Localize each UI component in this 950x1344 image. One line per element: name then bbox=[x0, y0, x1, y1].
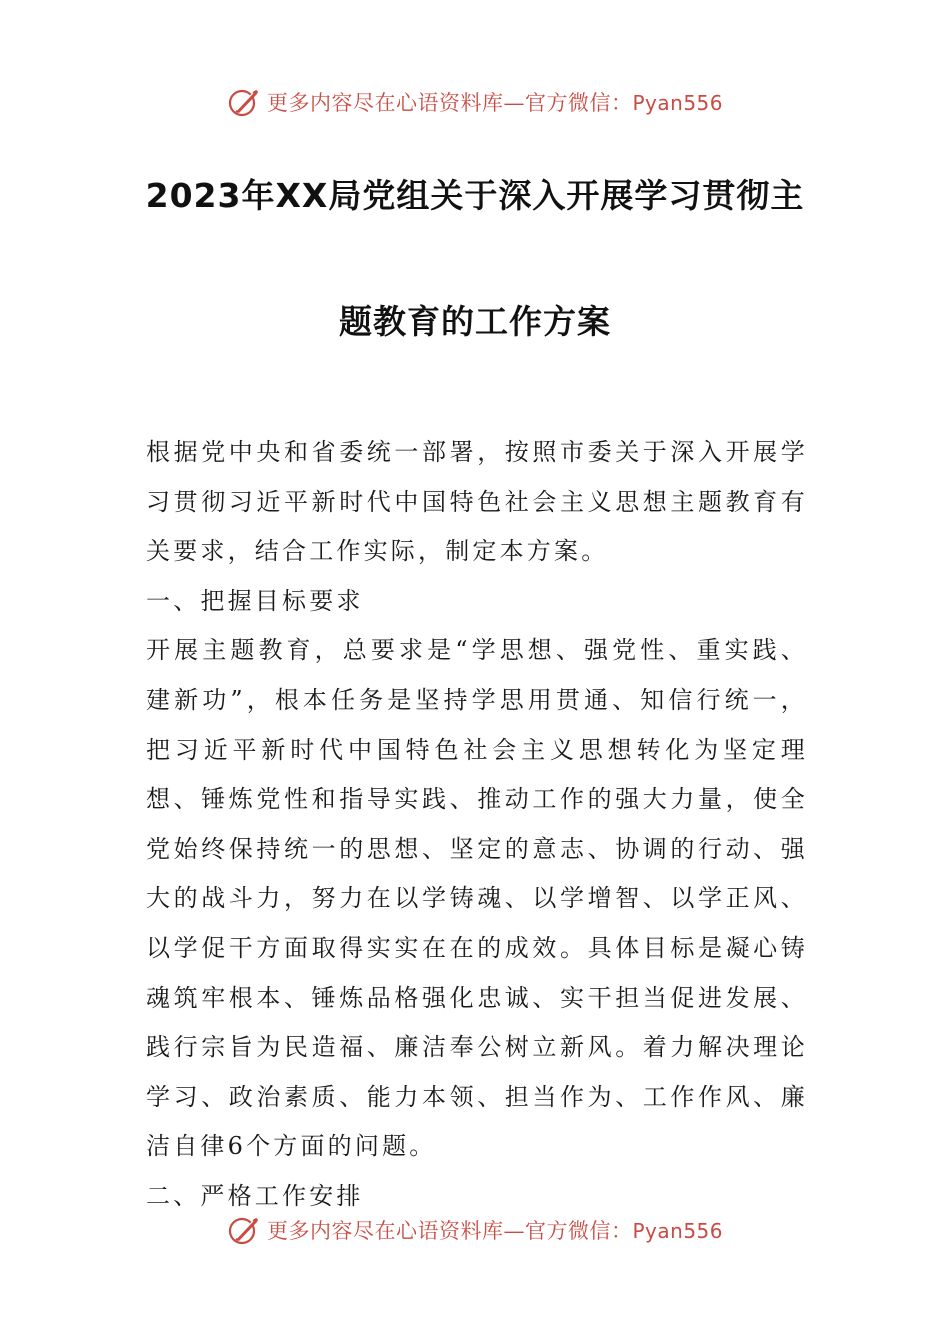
header-banner bbox=[0, 82, 950, 122]
document-title-line1: 2023年XX局党组关于深入开展学习贯彻主 bbox=[145, 176, 805, 215]
section-heading-2: 二、严格工作安排 bbox=[146, 1181, 364, 1210]
quill-pen-icon bbox=[227, 85, 261, 119]
header-banner-label: 更多内容尽在心语资料库—官方微信： bbox=[266, 91, 633, 115]
header-wechat-id: Pyan556 bbox=[632, 91, 723, 115]
intro-paragraph: 根据党中央和省委统一部署，按照市委关于深入开展学习贯彻习近平新时代中国特色社会主义思想主题教育有关要求，结合工作实际，制定本方案。 bbox=[146, 438, 808, 566]
quill-pen-icon bbox=[227, 1213, 261, 1247]
section-paragraph-1: 开展主题教育，总要求是“学思想、强党性、重实践、建新功”，根本任务是坚持学思用贯通、知信行统一，把习近平新时代中国特色社会主义思想转化为坚定理想、锤炼党性和指导实践、推动工作的强大力量，使全党始终保持统一的思想、坚定的意志、协调的行动、强大的战斗力，努力在以学铸魂、以学增智、以学正风、以学促干方面取得实实在在的成效。具体目标是凝心铸魂筑牢根本、锤炼品格强化忠诚、实干担当促进发展、践行宗旨为民造福、廉洁奉公树立新风。着力解决理论学习、政治素质、能力本领、担当作为、工作作风、廉洁自律6个方面的问题。 bbox=[146, 636, 808, 1161]
header-banner-text bbox=[267, 87, 723, 117]
section-heading-1: 一、把握目标要求 bbox=[146, 586, 364, 615]
footer-banner-label: 更多内容尽在心语资料库—官方微信： bbox=[266, 1219, 633, 1243]
document-body bbox=[146, 428, 808, 1222]
footer-wechat-id: Pyan556 bbox=[632, 1219, 723, 1243]
footer-banner-text bbox=[267, 1215, 723, 1245]
footer-banner bbox=[0, 1210, 950, 1250]
document-title-line2: 题教育的工作方案 bbox=[339, 302, 611, 341]
